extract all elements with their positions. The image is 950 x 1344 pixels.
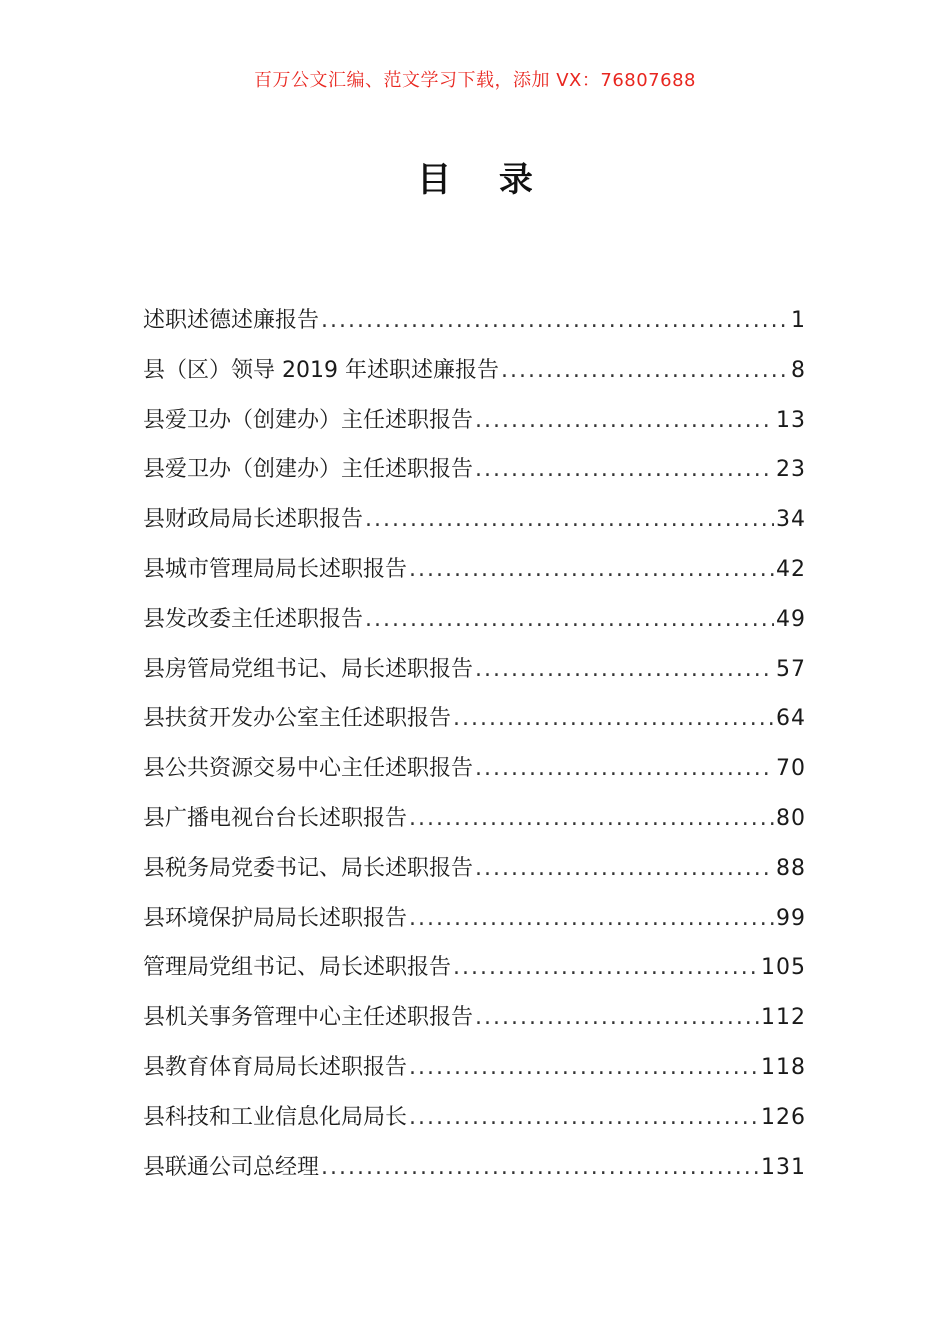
toc-entry[interactable] bbox=[143, 894, 806, 944]
toc-page-number: 1 bbox=[791, 308, 806, 333]
toc-entry-title: 县城市管理局局长述职报告 bbox=[143, 556, 408, 582]
toc-page-number: 105 bbox=[761, 955, 806, 981]
toc-dot-leader bbox=[475, 396, 774, 446]
toc-entry-title: 县环境保护局局长述职报告 bbox=[143, 905, 408, 931]
toc-page-number: 34 bbox=[776, 507, 806, 533]
toc-dot-leader bbox=[475, 645, 774, 695]
toc-page-number: 80 bbox=[776, 805, 806, 831]
toc-entry-title: 县科技和工业信息化局局长 bbox=[143, 1104, 408, 1130]
toc-page-number: 64 bbox=[776, 706, 806, 732]
toc-entry-title: 县税务局党委书记、局长述职报告 bbox=[143, 855, 474, 881]
toc-entry-title: 述职述德述廉报告 bbox=[143, 308, 320, 333]
toc-page-number: 88 bbox=[776, 855, 806, 881]
toc-entry-title: 县机关事务管理中心主任述职报告 bbox=[143, 1005, 474, 1031]
toc-page-number: 70 bbox=[776, 756, 806, 782]
toc-page-number: 112 bbox=[761, 1005, 806, 1031]
toc-entry-title: 县公共资源交易中心主任述职报告 bbox=[143, 756, 474, 782]
toc-dot-leader bbox=[475, 993, 759, 1043]
toc-entry[interactable] bbox=[143, 943, 806, 993]
toc-dot-leader bbox=[453, 943, 759, 993]
toc-entry[interactable] bbox=[143, 396, 806, 446]
toc-dot-leader bbox=[475, 844, 774, 894]
toc-entry-title: 县扶贫开发办公室主任述职报告 bbox=[143, 706, 452, 732]
toc-page-number: 49 bbox=[776, 606, 806, 632]
toc-page-number: 126 bbox=[761, 1104, 806, 1130]
toc-dot-leader bbox=[501, 346, 789, 396]
toc-entry[interactable] bbox=[143, 794, 806, 844]
toc-entry[interactable] bbox=[143, 645, 806, 695]
toc-page-number: 118 bbox=[761, 1054, 806, 1080]
toc-page-number: 57 bbox=[776, 656, 806, 682]
toc-dot-leader bbox=[321, 296, 789, 346]
header-banner: 百万公文汇编、范文学习下载，添加 VX：76807688 bbox=[254, 70, 696, 91]
toc-entry[interactable] bbox=[143, 595, 806, 645]
toc-page-number: 8 bbox=[791, 357, 806, 383]
toc-entry-title: 县发改委主任述职报告 bbox=[143, 606, 364, 632]
toc-entry[interactable] bbox=[143, 346, 806, 396]
table-of-contents bbox=[143, 296, 806, 1192]
toc-entry[interactable] bbox=[143, 1093, 806, 1143]
toc-entry-title: 县广播电视台台长述职报告 bbox=[143, 805, 408, 831]
toc-entry-title: 县教育体育局局长述职报告 bbox=[143, 1054, 408, 1080]
toc-dot-leader bbox=[409, 1043, 759, 1093]
toc-page-number: 131 bbox=[761, 1154, 806, 1180]
toc-entry-title: 县财政局局长述职报告 bbox=[143, 507, 364, 533]
toc-dot-leader bbox=[365, 495, 774, 545]
toc-dot-leader bbox=[365, 595, 774, 645]
toc-entry[interactable] bbox=[143, 744, 806, 794]
toc-dot-leader bbox=[321, 1143, 759, 1193]
toc-dot-leader bbox=[409, 894, 774, 944]
toc-entry[interactable] bbox=[143, 296, 806, 346]
toc-entry[interactable] bbox=[143, 495, 806, 545]
toc-dot-leader bbox=[409, 794, 774, 844]
toc-entry[interactable] bbox=[143, 1043, 806, 1093]
toc-entry[interactable] bbox=[143, 445, 806, 495]
toc-entry-title: 县爱卫办（创建办）主任述职报告 bbox=[143, 457, 474, 483]
toc-page-number: 99 bbox=[776, 905, 806, 931]
toc-page-number: 23 bbox=[776, 457, 806, 483]
toc-entry[interactable] bbox=[143, 993, 806, 1043]
toc-dot-leader bbox=[453, 694, 774, 744]
toc-dot-leader bbox=[475, 445, 774, 495]
toc-page-number: 42 bbox=[776, 556, 806, 582]
toc-entry[interactable] bbox=[143, 1143, 806, 1193]
toc-dot-leader bbox=[475, 744, 774, 794]
toc-dot-leader bbox=[409, 1093, 759, 1143]
toc-entry-title: 县联通公司总经理 bbox=[143, 1154, 320, 1180]
toc-dot-leader bbox=[409, 545, 774, 595]
toc-entry[interactable] bbox=[143, 545, 806, 595]
toc-page-number: 13 bbox=[776, 407, 806, 433]
toc-entry-title: 县房管局党组书记、局长述职报告 bbox=[143, 656, 474, 682]
toc-entry-title: 县爱卫办（创建办）主任述职报告 bbox=[143, 407, 474, 433]
page-title: 目 录 bbox=[417, 160, 551, 200]
toc-entry-title: 县（区）领导 2019 年述职述廉报告 bbox=[143, 357, 499, 383]
toc-entry[interactable] bbox=[143, 694, 806, 744]
toc-entry[interactable] bbox=[143, 844, 806, 894]
toc-entry-title: 管理局党组书记、局长述职报告 bbox=[143, 955, 452, 981]
